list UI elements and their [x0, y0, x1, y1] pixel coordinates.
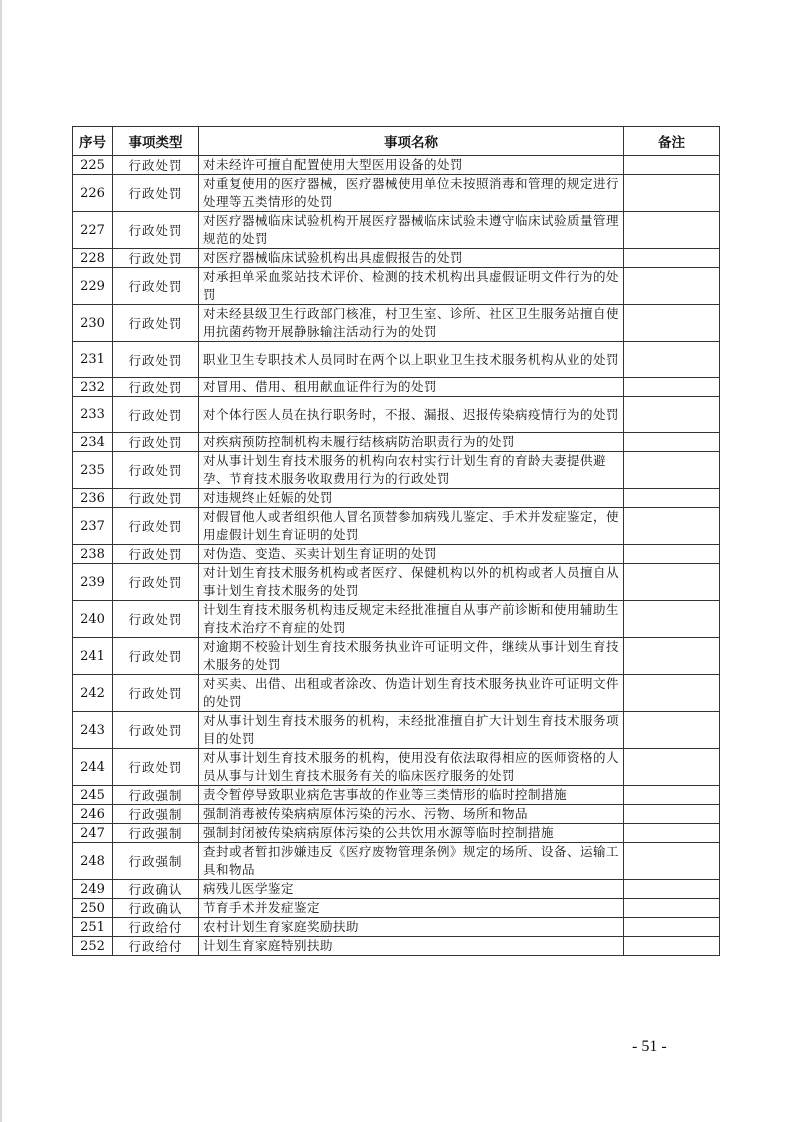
cell-no: 230	[73, 305, 113, 342]
cell-name: 对医疗器械临床试验机构出具虚假报告的处罚	[199, 249, 624, 268]
cell-name: 对医疗器械临床试验机构开展医疗器械临床试验未遵守临床试验质量管理规范的处罚	[199, 212, 624, 249]
cell-note	[624, 675, 720, 712]
cell-note	[624, 937, 720, 956]
cell-note	[624, 489, 720, 508]
table-row	[73, 305, 720, 342]
cell-type: 行政处罚	[113, 397, 199, 433]
cell-no: 239	[73, 564, 113, 601]
table-row	[73, 452, 720, 489]
cell-no: 234	[73, 433, 113, 452]
cell-note	[624, 786, 720, 805]
cell-name: 计划生育技术服务机构违反规定未经批准擅自从事产前诊断和使用辅助生育技术治疗不育症的处罚	[199, 601, 624, 638]
cell-no: 250	[73, 899, 113, 918]
cell-no: 240	[73, 601, 113, 638]
cell-no: 244	[73, 749, 113, 786]
cell-note	[624, 378, 720, 397]
table-row	[73, 712, 720, 749]
table-row	[73, 899, 720, 918]
table-row	[73, 638, 720, 675]
cell-note	[624, 342, 720, 378]
cell-name: 对疾病预防控制机构未履行结核病防治职责行为的处罚	[199, 433, 624, 452]
cell-note	[624, 508, 720, 545]
cell-no: 252	[73, 937, 113, 956]
cell-no: 231	[73, 342, 113, 378]
cell-type: 行政处罚	[113, 712, 199, 749]
table-header-row	[73, 127, 720, 156]
cell-name: 农村计划生育家庭奖励扶助	[199, 918, 624, 937]
cell-type: 行政处罚	[113, 545, 199, 564]
cell-type: 行政处罚	[113, 156, 199, 175]
cell-type: 行政处罚	[113, 268, 199, 305]
cell-note	[624, 712, 720, 749]
cell-name: 节育手术并发症鉴定	[199, 899, 624, 918]
cell-name: 对未经许可擅自配置使用大型医用设备的处罚	[199, 156, 624, 175]
cell-name: 职业卫生专职技术人员同时在两个以上职业卫生技术服务机构从业的处罚	[199, 342, 624, 378]
cell-type: 行政处罚	[113, 638, 199, 675]
table-row	[73, 175, 720, 212]
cell-name: 对计划生育技术服务机构或者医疗、保健机构以外的机构或者人员擅自从事计划生育技术服务的处罚	[199, 564, 624, 601]
cell-type: 行政处罚	[113, 601, 199, 638]
cell-name: 计划生育家庭特别扶助	[199, 937, 624, 956]
cell-type: 行政强制	[113, 805, 199, 824]
table-body	[73, 156, 720, 956]
cell-type: 行政处罚	[113, 212, 199, 249]
table-row	[73, 342, 720, 378]
cell-name: 对冒用、借用、租用献血证件行为的处罚	[199, 378, 624, 397]
cell-no: 247	[73, 824, 113, 843]
cell-name: 对未经县级卫生行政部门核准，村卫生室、诊所、社区卫生服务站擅自使用抗菌药物开展静脉输注活动行为的处罚	[199, 305, 624, 342]
cell-type: 行政处罚	[113, 508, 199, 545]
cell-note	[624, 249, 720, 268]
page-number: - 51 -	[632, 1038, 667, 1055]
cell-type: 行政处罚	[113, 342, 199, 378]
cell-name: 病残儿医学鉴定	[199, 880, 624, 899]
table-row	[73, 805, 720, 824]
table-row	[73, 433, 720, 452]
cell-type: 行政强制	[113, 843, 199, 880]
cell-no: 225	[73, 156, 113, 175]
cell-note	[624, 564, 720, 601]
cell-name: 对从事计划生育技术服务的机构，未经批准擅自扩大计划生育技术服务项目的处罚	[199, 712, 624, 749]
table-row	[73, 545, 720, 564]
cell-no: 229	[73, 268, 113, 305]
cell-note	[624, 397, 720, 433]
table-row	[73, 564, 720, 601]
cell-note	[624, 601, 720, 638]
cell-type: 行政处罚	[113, 249, 199, 268]
cell-no: 251	[73, 918, 113, 937]
table-row	[73, 249, 720, 268]
table-row	[73, 880, 720, 899]
header-no: 序号	[73, 127, 113, 156]
cell-note	[624, 452, 720, 489]
table-row	[73, 843, 720, 880]
cell-note	[624, 899, 720, 918]
cell-no: 248	[73, 843, 113, 880]
cell-note	[624, 843, 720, 880]
cell-name: 责令暂停导致职业病危害事故的作业等三类情形的临时控制措施	[199, 786, 624, 805]
cell-type: 行政给付	[113, 937, 199, 956]
cell-no: 233	[73, 397, 113, 433]
table-row	[73, 824, 720, 843]
cell-type: 行政强制	[113, 824, 199, 843]
cell-type: 行政处罚	[113, 749, 199, 786]
cell-name: 对重复使用的医疗器械，医疗器械使用单位未按照消毒和管理的规定进行处理等五类情形的处罚	[199, 175, 624, 212]
cell-type: 行政给付	[113, 918, 199, 937]
cell-note	[624, 156, 720, 175]
table-row	[73, 918, 720, 937]
cell-note	[624, 638, 720, 675]
cell-type: 行政强制	[113, 786, 199, 805]
cell-no: 242	[73, 675, 113, 712]
cell-no: 245	[73, 786, 113, 805]
cell-no: 236	[73, 489, 113, 508]
cell-no: 232	[73, 378, 113, 397]
cell-type: 行政确认	[113, 899, 199, 918]
table-row	[73, 268, 720, 305]
table-row	[73, 786, 720, 805]
cell-note	[624, 824, 720, 843]
cell-no: 243	[73, 712, 113, 749]
table-row	[73, 489, 720, 508]
header-name: 事项名称	[199, 127, 624, 156]
table-row	[73, 212, 720, 249]
table-row	[73, 749, 720, 786]
table-row	[73, 397, 720, 433]
items-table	[72, 126, 720, 956]
table-row	[73, 156, 720, 175]
cell-name: 对假冒他人或者组织他人冒名顶替参加病残儿鉴定、手术并发症鉴定，使用虚假计划生育证明的处罚	[199, 508, 624, 545]
cell-name: 对承担单采血浆站技术评价、检测的技术机构出具虚假证明文件行为的处罚	[199, 268, 624, 305]
cell-type: 行政处罚	[113, 433, 199, 452]
cell-type: 行政处罚	[113, 378, 199, 397]
header-type: 事项类型	[113, 127, 199, 156]
cell-name: 对从事计划生育技术服务的机构向农村实行计划生育的育龄夫妻提供避孕、节育技术服务收取费用行为的行政处罚	[199, 452, 624, 489]
cell-note	[624, 918, 720, 937]
cell-note	[624, 305, 720, 342]
cell-name: 对买卖、出借、出租或者涂改、伪造计划生育技术服务执业许可证明文件的处罚	[199, 675, 624, 712]
table-row	[73, 937, 720, 956]
cell-note	[624, 545, 720, 564]
cell-type: 行政处罚	[113, 452, 199, 489]
cell-type: 行政处罚	[113, 489, 199, 508]
cell-no: 237	[73, 508, 113, 545]
cell-type: 行政确认	[113, 880, 199, 899]
cell-note	[624, 805, 720, 824]
cell-note	[624, 880, 720, 899]
cell-note	[624, 433, 720, 452]
cell-name: 对个体行医人员在执行职务时，不报、漏报、迟报传染病疫情行为的处罚	[199, 397, 624, 433]
cell-no: 226	[73, 175, 113, 212]
cell-no: 246	[73, 805, 113, 824]
cell-type: 行政处罚	[113, 175, 199, 212]
cell-name: 对伪造、变造、买卖计划生育证明的处罚	[199, 545, 624, 564]
cell-type: 行政处罚	[113, 305, 199, 342]
cell-type: 行政处罚	[113, 675, 199, 712]
table-row	[73, 378, 720, 397]
cell-no: 249	[73, 880, 113, 899]
cell-name: 强制消毒被传染病病原体污染的污水、污物、场所和物品	[199, 805, 624, 824]
cell-note	[624, 175, 720, 212]
cell-no: 227	[73, 212, 113, 249]
cell-no: 235	[73, 452, 113, 489]
table-row	[73, 601, 720, 638]
cell-no: 241	[73, 638, 113, 675]
cell-note	[624, 749, 720, 786]
table-row	[73, 508, 720, 545]
cell-type: 行政处罚	[113, 564, 199, 601]
cell-name: 查封或者暂扣涉嫌违反《医疗废物管理条例》规定的场所、设备、运输工具和物品	[199, 843, 624, 880]
table-row	[73, 675, 720, 712]
cell-name: 对从事计划生育技术服务的机构，使用没有依法取得相应的医师资格的人员从事与计划生育技术服务有关的临床医疗服务的处罚	[199, 749, 624, 786]
cell-name: 强制封闭被传染病病原体污染的公共饮用水源等临时控制措施	[199, 824, 624, 843]
cell-no: 228	[73, 249, 113, 268]
cell-note	[624, 212, 720, 249]
cell-no: 238	[73, 545, 113, 564]
cell-note	[624, 268, 720, 305]
cell-name: 对违规终止妊娠的处罚	[199, 489, 624, 508]
scan-edge	[0, 0, 2, 1122]
header-note: 备注	[624, 127, 720, 156]
cell-name: 对逾期不校验计划生育技术服务执业许可证明文件，继续从事计划生育技术服务的处罚	[199, 638, 624, 675]
